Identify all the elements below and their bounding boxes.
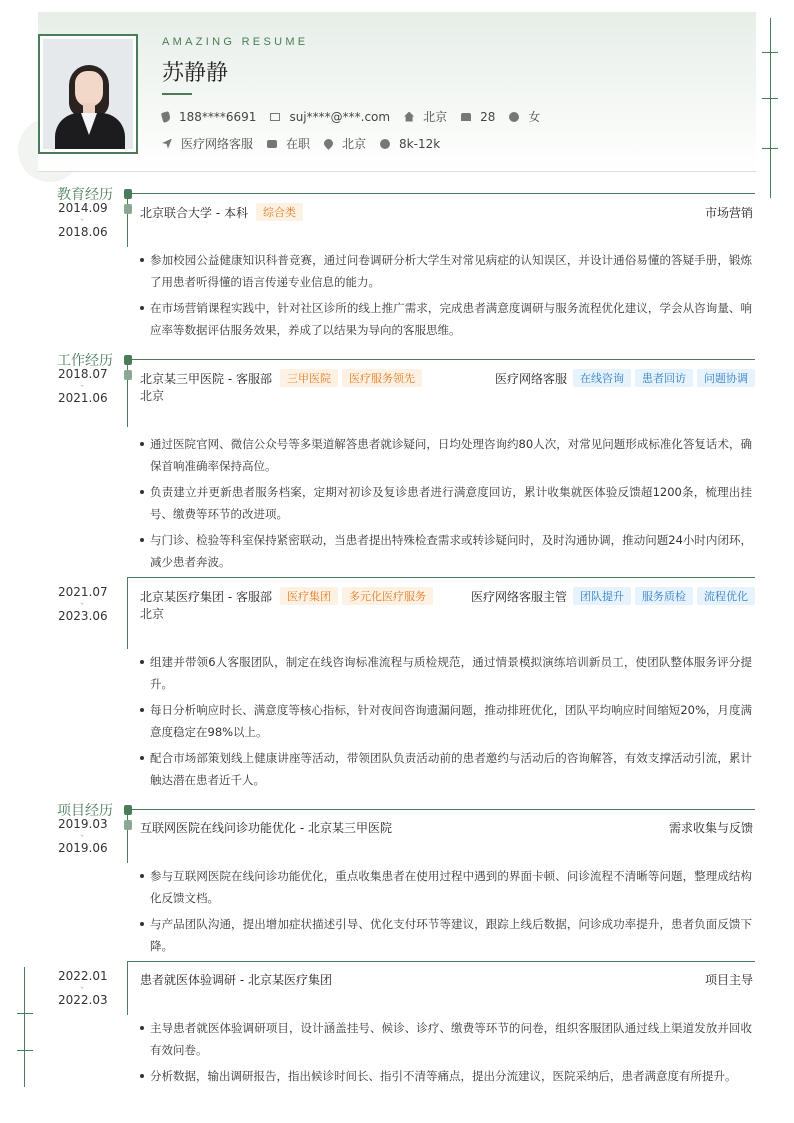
decorative-line-right [770, 18, 771, 198]
work-location: 北京 [140, 389, 165, 403]
target-position-text: 医疗网络客服 [181, 137, 254, 151]
date-range [58, 201, 106, 239]
list-item: 负责建立并更新患者服务档案，定期对初诊及复诊患者进行满意度回访，累计收集就医体验反馈超1200条，梳理出挂号、缴费等环节的改进项。 [138, 481, 752, 525]
bullet-list [138, 1017, 752, 1091]
entry-header [140, 819, 755, 836]
coin-icon [380, 139, 390, 149]
tag: 三甲医院 [280, 369, 338, 387]
date-separator: - [80, 381, 84, 391]
section-marker [124, 189, 132, 199]
hometown-text: 北京 [423, 110, 448, 124]
entry-divider [127, 961, 755, 962]
list-item: 分析数据，输出调研报告，指出候诊时间长、指引不清等痛点，提出分流建议，医院采纳后，患者满意度有所提升。 [138, 1065, 752, 1087]
timeline-line [127, 577, 128, 649]
bullet-list [138, 651, 752, 795]
location-pin-icon [322, 137, 335, 150]
home-icon [404, 112, 414, 122]
skill-tag: 流程优化 [697, 587, 755, 605]
email-info [270, 110, 390, 124]
start-date: 2014.09 [58, 201, 108, 215]
decorative-line-left [24, 967, 25, 1087]
list-item: 参与互联网医院在线问诊功能优化，重点收集患者在使用过程中遇到的界面卡顿、问诊流程不清晰等问题，整理成结构化反馈文档。 [138, 865, 752, 909]
entry-header [140, 203, 755, 221]
timeline-line [127, 961, 128, 1015]
candidate-name: 苏静静 [162, 61, 229, 86]
timeline-line [127, 809, 128, 863]
decorative-tick [762, 98, 778, 99]
section-title-education: 教育经历 [57, 187, 113, 203]
gender-text: 女 [528, 110, 541, 124]
target-position-info [162, 135, 253, 152]
project-role: 需求收集与反馈 [668, 821, 753, 835]
date-separator: - [80, 983, 84, 993]
phone-text: 188****6691 [179, 109, 257, 124]
job-title: 医疗网络客服主管 [470, 589, 567, 604]
project-name: 互联网医院在线问诊功能优化 - 北京某三甲医院 [140, 821, 392, 835]
entry-header [140, 369, 755, 387]
hometown-info [404, 108, 447, 125]
company-name: 北京某医疗集团 - 客服部 [140, 589, 272, 604]
bullet-list [138, 433, 752, 577]
name-underline [162, 93, 192, 95]
work-location: 北京 [140, 607, 165, 621]
date-range [58, 817, 106, 855]
tag: 医疗集团 [280, 587, 338, 605]
tag: 综合类 [256, 203, 303, 221]
brand-title: AMAZING RESUME [162, 36, 309, 48]
date-separator: - [80, 215, 84, 225]
timeline-line [127, 193, 128, 247]
list-item: 在市场营销课程实践中，针对社区诊所的线上推广需求，完成患者满意度调研与服务流程优化建议，学会从咨询量、响应率等数据评估服务效果，养成了以结果为导向的客服思维。 [138, 297, 752, 341]
end-date: 2022.03 [58, 993, 108, 1007]
gender-info [509, 108, 540, 125]
decorative-tick [17, 1050, 33, 1051]
start-date: 2018.07 [58, 367, 108, 381]
send-icon [162, 139, 172, 149]
section-divider [127, 809, 755, 810]
end-date: 2021.06 [58, 391, 108, 405]
portrait-image [43, 39, 133, 149]
list-item: 主导患者就医体验调研项目，设计涵盖挂号、候诊、诊疗、缴费等环节的问卷，组织客服团队通过线上渠道发放并回收有效问卷。 [138, 1017, 752, 1061]
section-title-projects: 项目经历 [57, 803, 113, 819]
start-date: 2019.03 [58, 817, 108, 831]
date-range [58, 367, 106, 405]
decorative-tick [762, 52, 778, 53]
list-item: 与产品团队沟通，提出增加症状描述引导、优化支付环节等建议，跟踪上线后数据，问诊成功率提升，患者负面反馈下降。 [138, 913, 752, 957]
list-item: 通过医院官网、微信公众号等多渠道解答患者就诊疑问，日均处理咨询约80人次，对常见问题形成标准化答复话术，确保首响准确率保持高位。 [138, 433, 752, 477]
phone-info [162, 110, 256, 124]
age-info [461, 110, 495, 124]
skill-tag: 患者回访 [635, 369, 693, 387]
date-separator: - [80, 831, 84, 841]
salary-text: 8k-12k [399, 136, 441, 151]
skill-tag: 团队提升 [573, 587, 631, 605]
school-name: 北京联合大学 - 本科 [140, 205, 248, 220]
profile-photo [38, 34, 138, 154]
project-name: 患者就医体验调研 - 北京某医疗集团 [140, 973, 332, 987]
target-city-text: 北京 [342, 137, 367, 151]
target-city-info [324, 135, 366, 152]
email-text: suj****@***.com [289, 109, 391, 124]
list-item: 与门诊、检验等科室保持紧密联动，当患者提出特殊检查需求或转诊疑问时，及时沟通协调，推动问题24小时内闭环，减少患者奔波。 [138, 529, 752, 573]
entry-divider [127, 577, 755, 578]
job-title: 医疗网络客服 [494, 371, 567, 386]
timeline-marker [124, 204, 132, 214]
date-range [58, 585, 106, 623]
tag: 多元化医疗服务 [342, 587, 433, 605]
major: 市场营销 [704, 205, 753, 220]
end-date: 2023.06 [58, 609, 108, 623]
age-text: 28 [480, 109, 496, 124]
decorative-tick [17, 1013, 33, 1014]
entry-header [140, 971, 755, 988]
end-date: 2019.06 [58, 841, 108, 855]
section-marker [124, 355, 132, 365]
section-marker [124, 805, 132, 815]
list-item: 每日分析响应时长、满意度等核心指标，针对夜间咨询遗漏问题，推动排班优化，团队平均响应时间缩短20%，月度满意度稳定在98%以上。 [138, 699, 752, 743]
tag: 医疗服务领先 [342, 369, 422, 387]
date-separator: - [80, 599, 84, 609]
end-date: 2018.06 [58, 225, 108, 239]
section-divider [127, 193, 755, 194]
skill-tag: 问题协调 [697, 369, 755, 387]
list-item: 配合市场部策划线上健康讲座等活动，带领团队负责活动前的患者邀约与活动后的咨询解答，有效支撑活动引流，累计触达潜在患者近千人。 [138, 747, 752, 791]
salary-info [380, 137, 440, 151]
briefcase-icon [267, 140, 277, 148]
bullet-list [138, 249, 752, 345]
company-name: 北京某三甲医院 - 客服部 [140, 371, 272, 386]
mail-icon [270, 113, 280, 121]
skill-tag: 在线咨询 [573, 369, 631, 387]
project-role: 项目主导 [704, 973, 753, 987]
skill-tag: 服务质检 [635, 587, 693, 605]
timeline-marker [124, 370, 132, 380]
job-intent-row [162, 135, 454, 152]
status-info [267, 135, 310, 152]
gender-icon [509, 112, 519, 122]
date-range [58, 969, 106, 1007]
decorative-tick [762, 148, 778, 149]
list-item: 组建并带领6人客服团队，制定在线咨询标准流程与质检规范，通过情景模拟演练培训新员工，使团队整体服务评分提升。 [138, 651, 752, 695]
contact-info-row [162, 108, 554, 125]
phone-icon [161, 111, 171, 123]
section-title-work: 工作经历 [57, 353, 113, 369]
cake-icon [461, 113, 471, 121]
entry-header [140, 587, 755, 605]
resume-header [38, 12, 756, 172]
start-date: 2022.01 [58, 969, 108, 983]
list-item: 参加校园公益健康知识科普竞赛，通过问卷调研分析大学生对常见病症的认知误区，并设计通俗易懂的答疑手册，锻炼了用患者听得懂的语言传递专业信息的能力。 [138, 249, 752, 293]
timeline-marker [124, 820, 132, 830]
bullet-list [138, 865, 752, 961]
status-text: 在职 [286, 137, 311, 151]
start-date: 2021.07 [58, 585, 108, 599]
section-divider [127, 359, 755, 360]
